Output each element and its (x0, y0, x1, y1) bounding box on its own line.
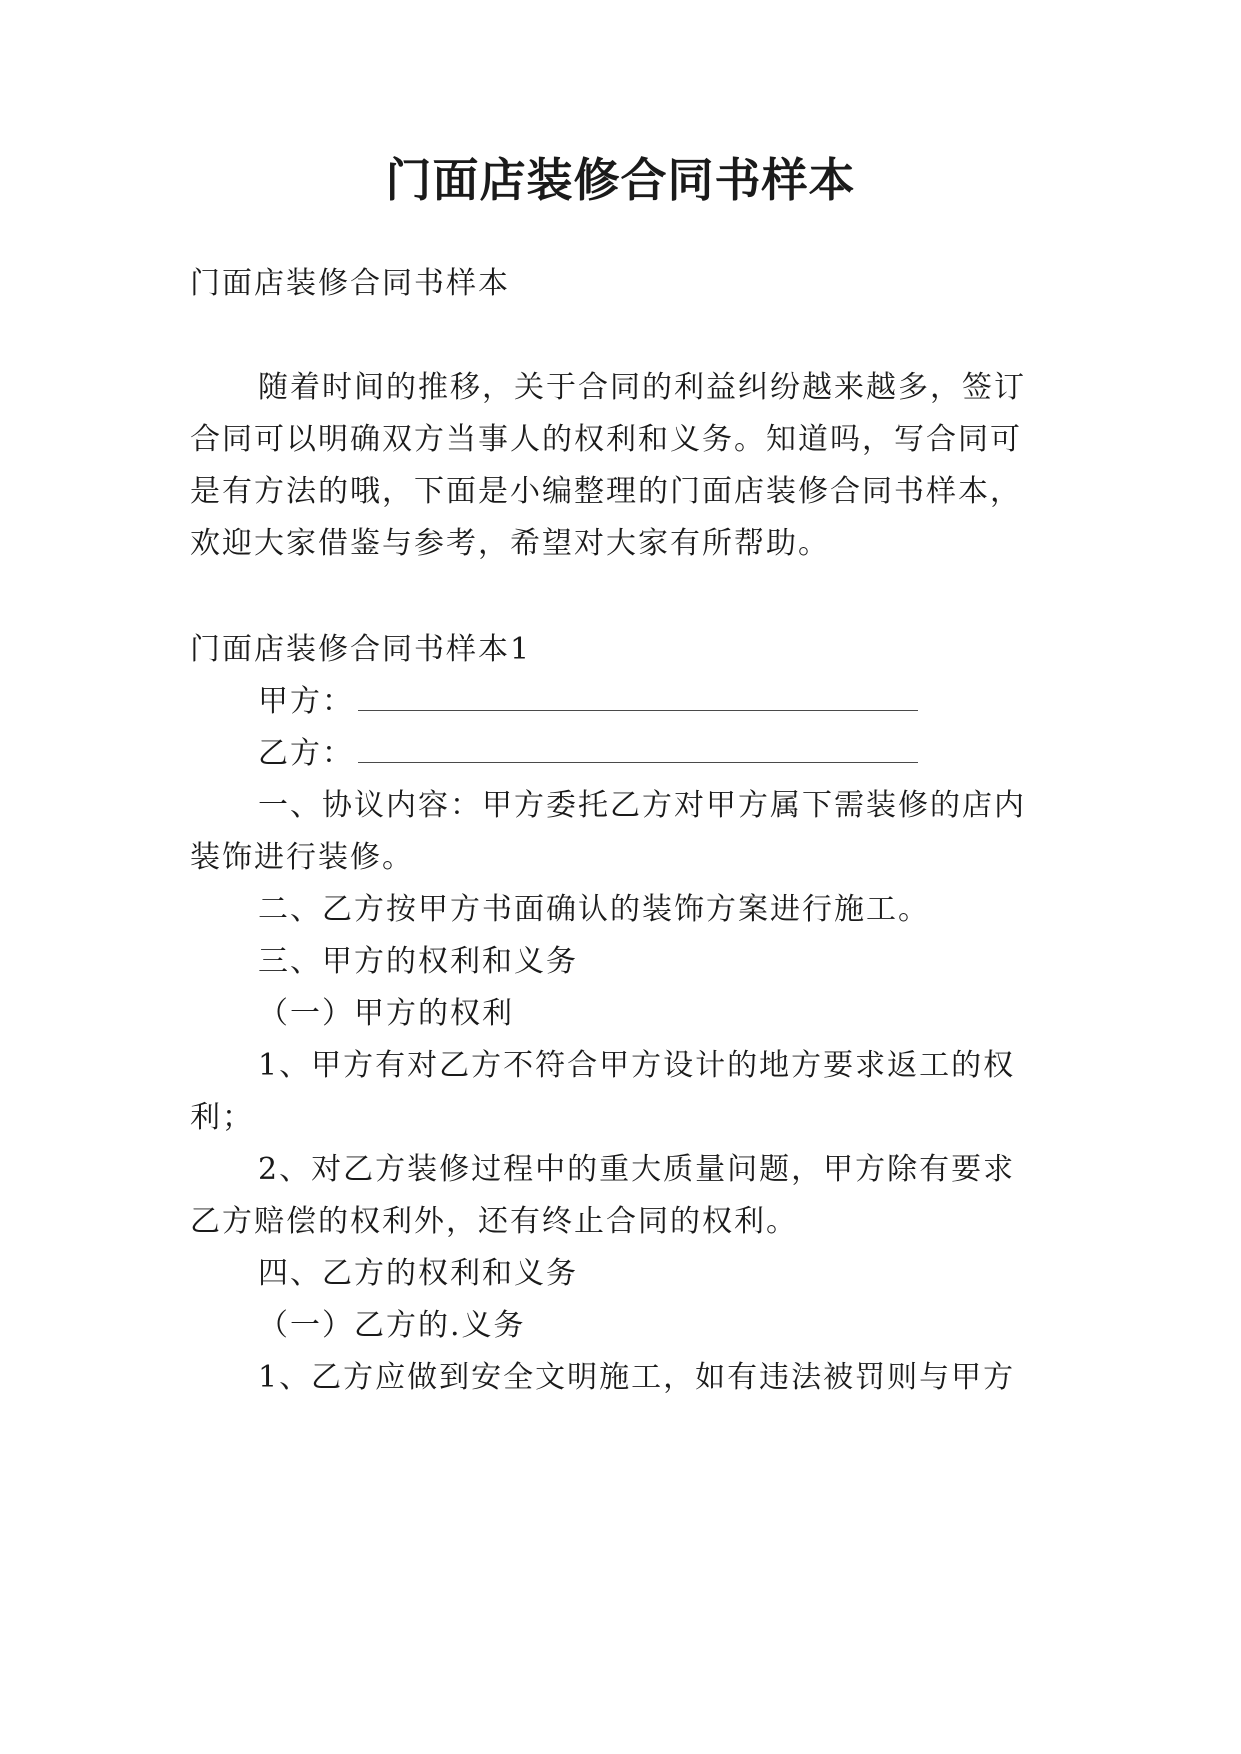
clause-3-heading: 三、甲方的权利和义务 (258, 944, 578, 979)
clause-3-item-2-line-1: 2、对乙方装修过程中的重大质量问题，甲方除有要求 (258, 1152, 1016, 1187)
intro-line-4: 欢迎大家借鉴与参考，希望对大家有所帮助。 (190, 526, 830, 561)
document-subtitle: 门面店装修合同书样本 (190, 266, 510, 301)
clause-4-item-1-line-1: 1、乙方应做到安全文明施工，如有违法被罚则与甲方 (258, 1360, 1016, 1395)
intro-line-1: 随着时间的推移，关于合同的利益纠纷越来越多，签订 (258, 370, 1026, 405)
clause-3-item-1-line-1: 1、甲方有对乙方不符合甲方设计的地方要求返工的权 (258, 1048, 1016, 1083)
party-a-blank (358, 686, 918, 711)
document-title: 门面店装修合同书样本 (385, 153, 856, 207)
party-b-label: 乙方： (258, 736, 354, 771)
party-b-blank (358, 738, 918, 763)
section-title: 门面店装修合同书样本1 (190, 632, 532, 667)
party-a-label: 甲方： (258, 684, 354, 719)
clause-4-heading: 四、乙方的权利和义务 (258, 1256, 578, 1291)
clause-1-line-1: 一、协议内容：甲方委托乙方对甲方属下需装修的店内 (258, 788, 1026, 823)
intro-line-2: 合同可以明确双方当事人的权利和义务。知道吗，写合同可 (190, 422, 1022, 457)
clause-1-line-2: 装饰进行装修。 (190, 840, 414, 875)
intro-line-3: 是有方法的哦，下面是小编整理的门面店装修合同书样本， (190, 474, 1022, 509)
clause-3-subheading: （一）甲方的权利 (258, 996, 514, 1031)
party-b-row (258, 732, 918, 776)
clause-3-item-1-line-2: 利； (190, 1100, 254, 1135)
clause-3-item-2-line-2: 乙方赔偿的权利外，还有终止合同的权利。 (190, 1204, 798, 1239)
clause-4-subheading: （一）乙方的.义务 (258, 1308, 526, 1343)
party-a-row (258, 680, 918, 724)
clause-2: 二、乙方按甲方书面确认的装饰方案进行施工。 (258, 892, 930, 927)
